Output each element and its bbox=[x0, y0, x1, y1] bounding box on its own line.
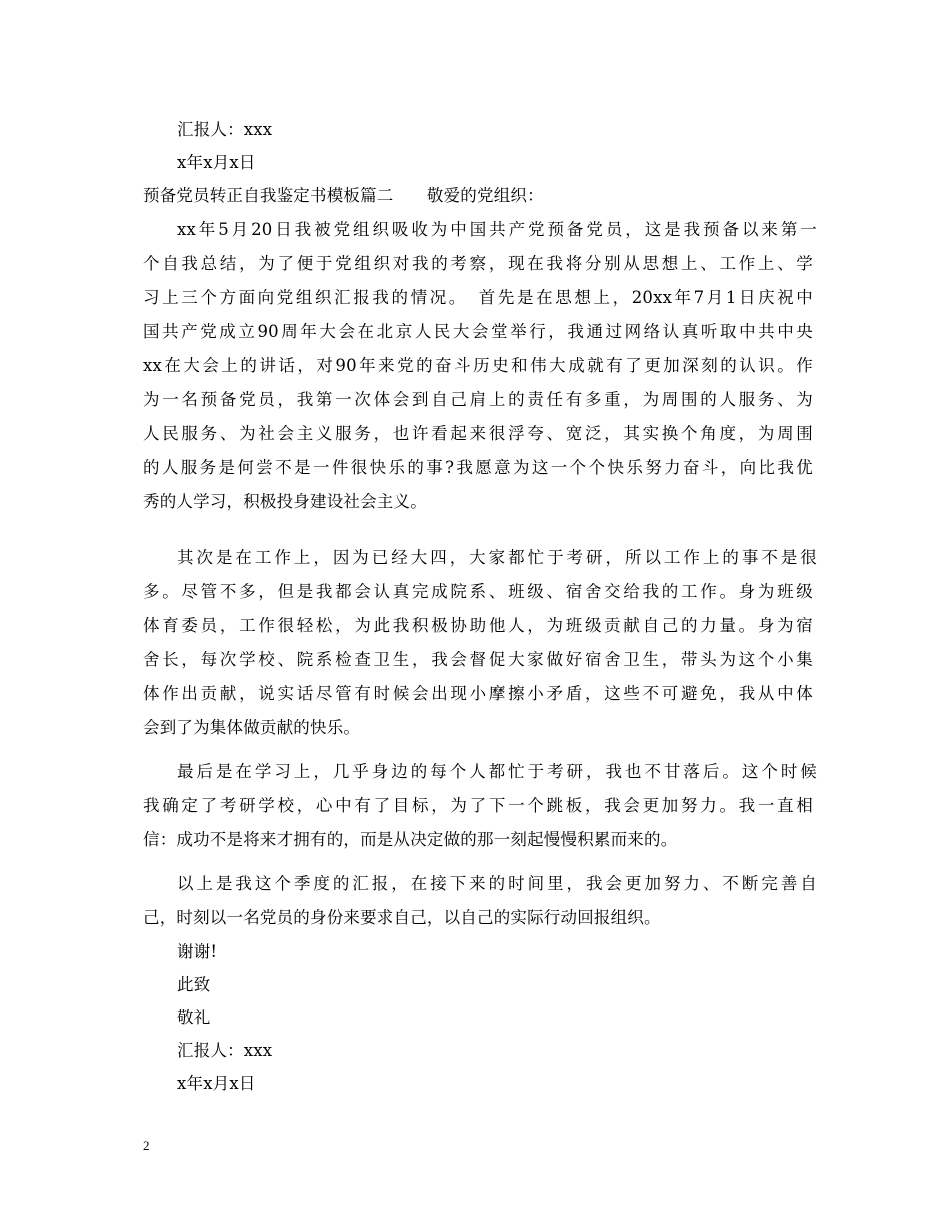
date-line-bottom: x年x月x日 bbox=[177, 1074, 256, 1093]
paragraph-line: 国共产党成立90周年大会在北京人民大会堂举行，我通过网络认真听取中共中央 bbox=[143, 322, 813, 341]
page-number: 2 bbox=[143, 1138, 150, 1153]
reporter-line-bottom: 汇报人：xxx bbox=[177, 1041, 273, 1060]
paragraph-line: 舍长，每次学校、院系检查卫生，我会督促大家做好宿舍卫生，带头为这个小集 bbox=[143, 650, 813, 669]
salutation-line: 敬礼 bbox=[177, 1008, 211, 1027]
paragraph-line: 以上是我这个季度的汇报，在接下来的时间里，我会更加努力、不断完善自 bbox=[177, 874, 817, 893]
paragraph-line: 秀的人学习，积极投身建设社会主义。 bbox=[143, 492, 427, 511]
paragraph-line: 体作出贡献，说实话尽管有时候会出现小摩擦小矛盾，这些不可避免，我从中体 bbox=[143, 684, 813, 703]
paragraph-line: 最后是在学习上，几乎身边的每个人都忙于考研，我也不甘落后。这个时候 bbox=[177, 762, 817, 781]
paragraph-line: 信：成功不是将来才拥有的，而是从决定做的那一刻起慢慢积累而来的。 bbox=[143, 830, 678, 849]
paragraph-line: 习上三个方面向党组织汇报我的情况。 首先是在思想上，20xx年7月1日庆祝中 bbox=[143, 288, 813, 307]
date-line-top: x年x月x日 bbox=[177, 153, 256, 172]
paragraph-line: 会到了为集体做贡献的快乐。 bbox=[143, 718, 361, 737]
paragraph-line: 己，时刻以一名党员的身份来要求自己，以自己的实际行动回报组织。 bbox=[143, 908, 661, 927]
reporter-line-top: 汇报人：xxx bbox=[177, 120, 273, 139]
paragraph-line: 为一名预备党员，我第一次体会到自己肩上的责任有多重，为周围的人服务、为 bbox=[143, 390, 813, 409]
thanks-line: 谢谢! bbox=[177, 942, 218, 961]
paragraph-line: 的人服务是何尝不是一件很快乐的事?我愿意为这一个个快乐努力奋斗，向比我优 bbox=[143, 458, 813, 477]
salutation-line: 此致 bbox=[177, 975, 211, 994]
paragraph-line: xx年5月20日我被党组织吸收为中国共产党预备党员，这是我预备以来第一 bbox=[177, 220, 817, 239]
paragraph-line: 个自我总结，为了便于党组织对我的考察，现在我将分别从思想上、工作上、学 bbox=[143, 254, 813, 273]
paragraph-line: 人民服务、为社会主义服务，也许看起来很浮夸、宽泛，其实换个角度，为周围 bbox=[143, 424, 813, 443]
paragraph-line: 其次是在工作上，因为已经大四，大家都忙于考研，所以工作上的事不是很 bbox=[177, 548, 817, 567]
paragraph-line: 多。尽管不多，但是我都会认真完成院系、班级、宿舍交给我的工作。身为班级 bbox=[143, 582, 813, 601]
paragraph-line: 体育委员，工作很轻松，为此我积极协助他人，为班级贡献自己的力量。身为宿 bbox=[143, 616, 813, 635]
section-title-line: 预备党员转正自我鉴定书模板篇二 敬爱的党组织： bbox=[143, 186, 544, 205]
paragraph-line: 我确定了考研学校，心中有了目标，为了下一个跳板，我会更加努力。我一直相 bbox=[143, 796, 813, 815]
paragraph-line: xx在大会上的讲话，对90年来党的奋斗历史和伟大成就有了更加深刻的认识。作 bbox=[143, 356, 813, 375]
